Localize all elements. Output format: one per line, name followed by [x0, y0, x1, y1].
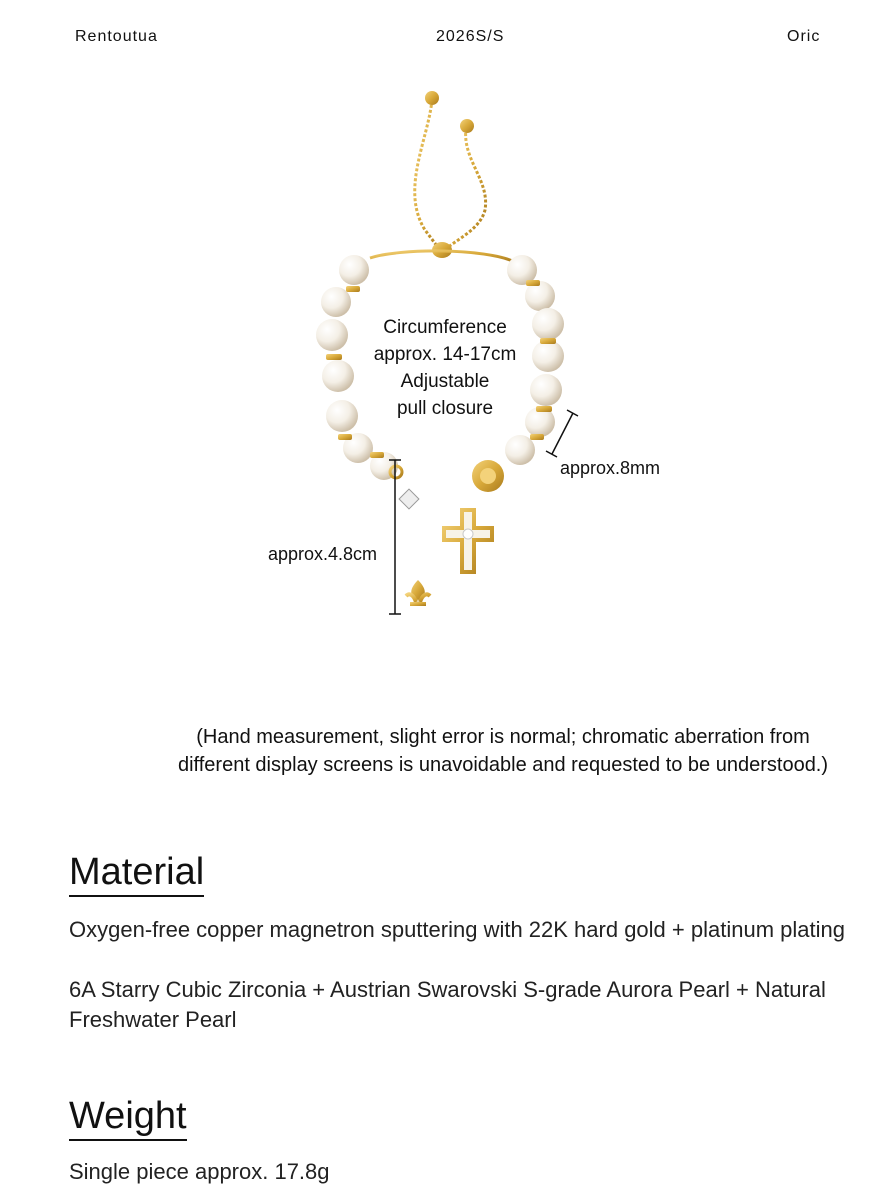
brand-left: Rentoutua: [75, 28, 158, 45]
pendant-length-dimension: [389, 460, 401, 614]
season-label: 2026S/S: [436, 28, 505, 45]
charms: [399, 484, 446, 606]
circumference-line: Circumference: [383, 317, 507, 338]
safety-pin: [390, 460, 504, 492]
circumference-callout: [355, 314, 535, 422]
weight-heading: Weight: [69, 1094, 187, 1141]
pendant-length-label: approx.4.8cm: [268, 544, 378, 564]
chain-end-bead: [425, 91, 439, 105]
chain-end-bead: [460, 119, 474, 133]
disclaimer-line-1: (Hand measurement, slight error is normal; chromatic aberration from: [196, 726, 810, 748]
pearl-size-label: approx.8mm: [560, 458, 661, 478]
circumference-line: Adjustable: [400, 371, 490, 392]
disclaimer-line-2: different display screens is unavoidable and requested to be understood.): [177, 754, 829, 776]
brand-right: Oric: [787, 28, 821, 45]
weight-line-1: Single piece approx. 17.8g: [69, 1159, 330, 1184]
material-line-1: Oxygen-free copper magnetron sputtering with 22K hard gold + platinum plating: [69, 917, 845, 942]
circumference-line: approx. 14-17cm: [373, 344, 517, 365]
material-heading: Material: [69, 850, 204, 897]
cross-pendant: [444, 480, 492, 572]
circumference-line: pull closure: [396, 398, 494, 419]
material-line-2: 6A Starry Cubic Zirconia + Austrian Swarovski S-grade Aurora Pearl + Natural Freshwater Pearl: [69, 977, 826, 1032]
